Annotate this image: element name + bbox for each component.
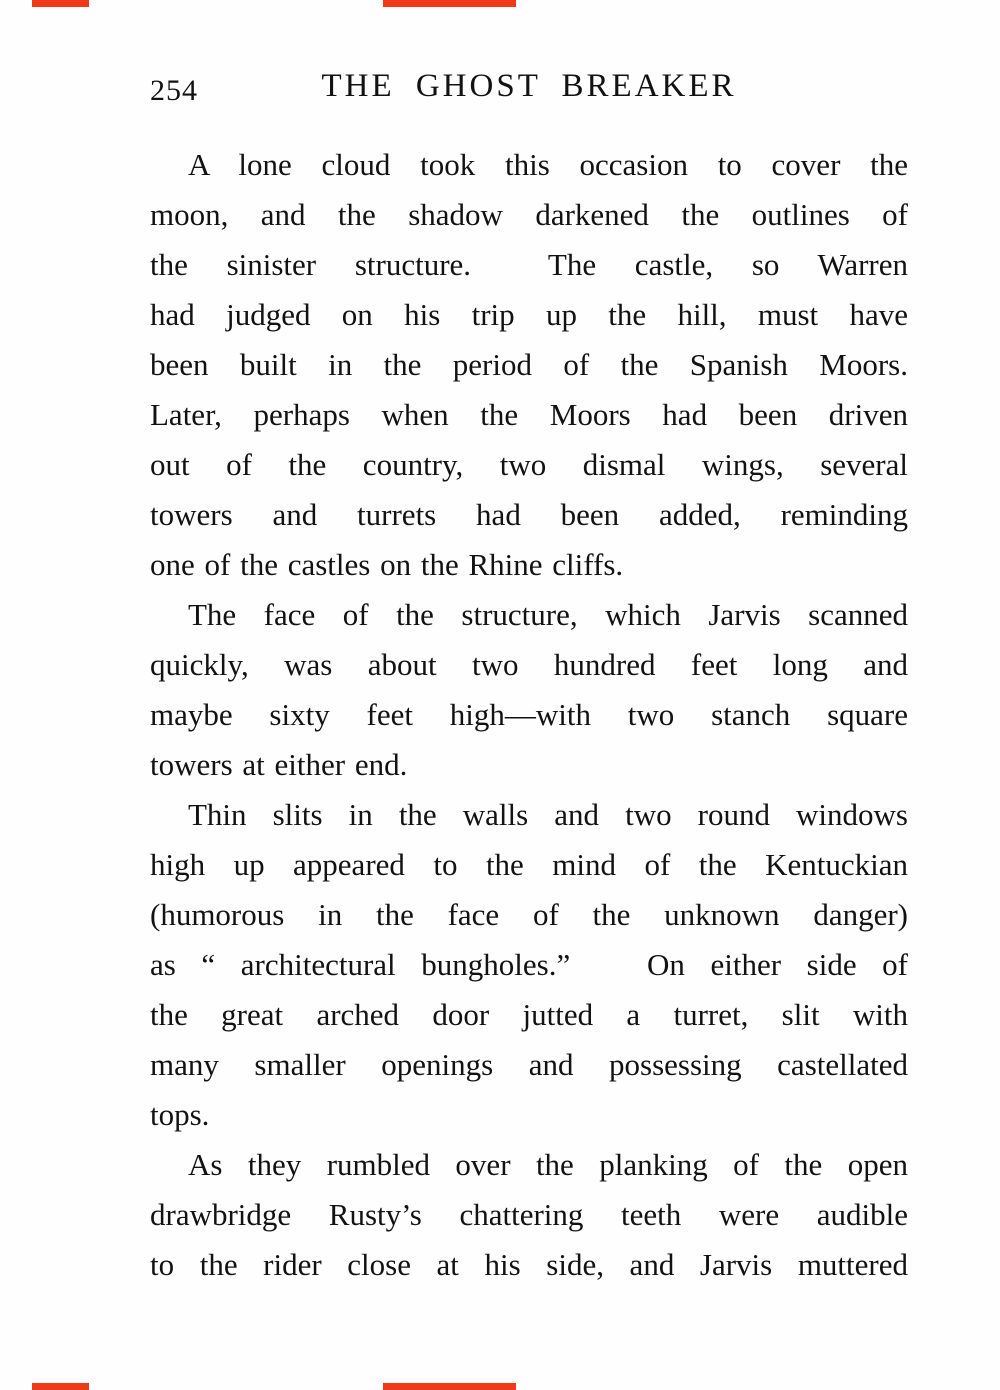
text-line: been built in the period of the Spanish Moors. — [150, 347, 908, 382]
text-line: high up appeared to the mind of the Kentuckian — [150, 847, 908, 882]
text-line: many smaller openings and possessing castellated — [150, 1047, 908, 1082]
text-line: out of the country, two dismal wings, several — [150, 447, 908, 482]
text-line: one of the castles on the Rhine cliffs. — [150, 547, 624, 582]
page-number: 254 — [150, 74, 198, 107]
scan-artifact-mark-top-center — [383, 0, 516, 7]
text-line: tops. — [150, 1097, 210, 1132]
scan-artifact-mark-bottom-left — [32, 1383, 89, 1390]
running-title: THE GHOST BREAKER — [321, 68, 737, 104]
text-line: had judged on his trip up the hill, must have — [150, 297, 908, 332]
text-line: A lone cloud took this occasion to cover the — [188, 147, 908, 182]
text-line: the sinister structure. The castle, so Warren — [150, 247, 908, 282]
text-line: the great arched door jutted a turret, slit with — [150, 997, 908, 1032]
text-line: Later, perhaps when the Moors had been driven — [150, 397, 908, 432]
text-line: towers and turrets had been added, reminding — [150, 497, 908, 532]
scan-artifact-mark-top-left — [32, 0, 89, 7]
text-line: (humorous in the face of the unknown danger) — [150, 897, 908, 932]
text-line: drawbridge Rusty’s chattering teeth were audible — [150, 1197, 908, 1232]
body-text — [150, 140, 908, 1290]
text-line: moon, and the shadow darkened the outlines of — [150, 197, 908, 232]
text-line: maybe sixty feet high—with two stanch square — [150, 697, 908, 732]
scan-artifact-mark-bottom-center — [383, 1383, 516, 1390]
text-line: as “ architectural bungholes.” On either side of — [150, 947, 908, 982]
text-line: The face of the structure, which Jarvis scanned — [188, 597, 908, 632]
page-header — [150, 68, 908, 110]
text-line: quickly, was about two hundred feet long and — [150, 647, 908, 682]
text-line: to the rider close at his side, and Jarvis muttered — [150, 1247, 908, 1282]
text-line: Thin slits in the walls and two round windows — [188, 797, 908, 832]
text-line: As they rumbled over the planking of the open — [188, 1147, 908, 1182]
text-line: towers at either end. — [150, 747, 408, 782]
